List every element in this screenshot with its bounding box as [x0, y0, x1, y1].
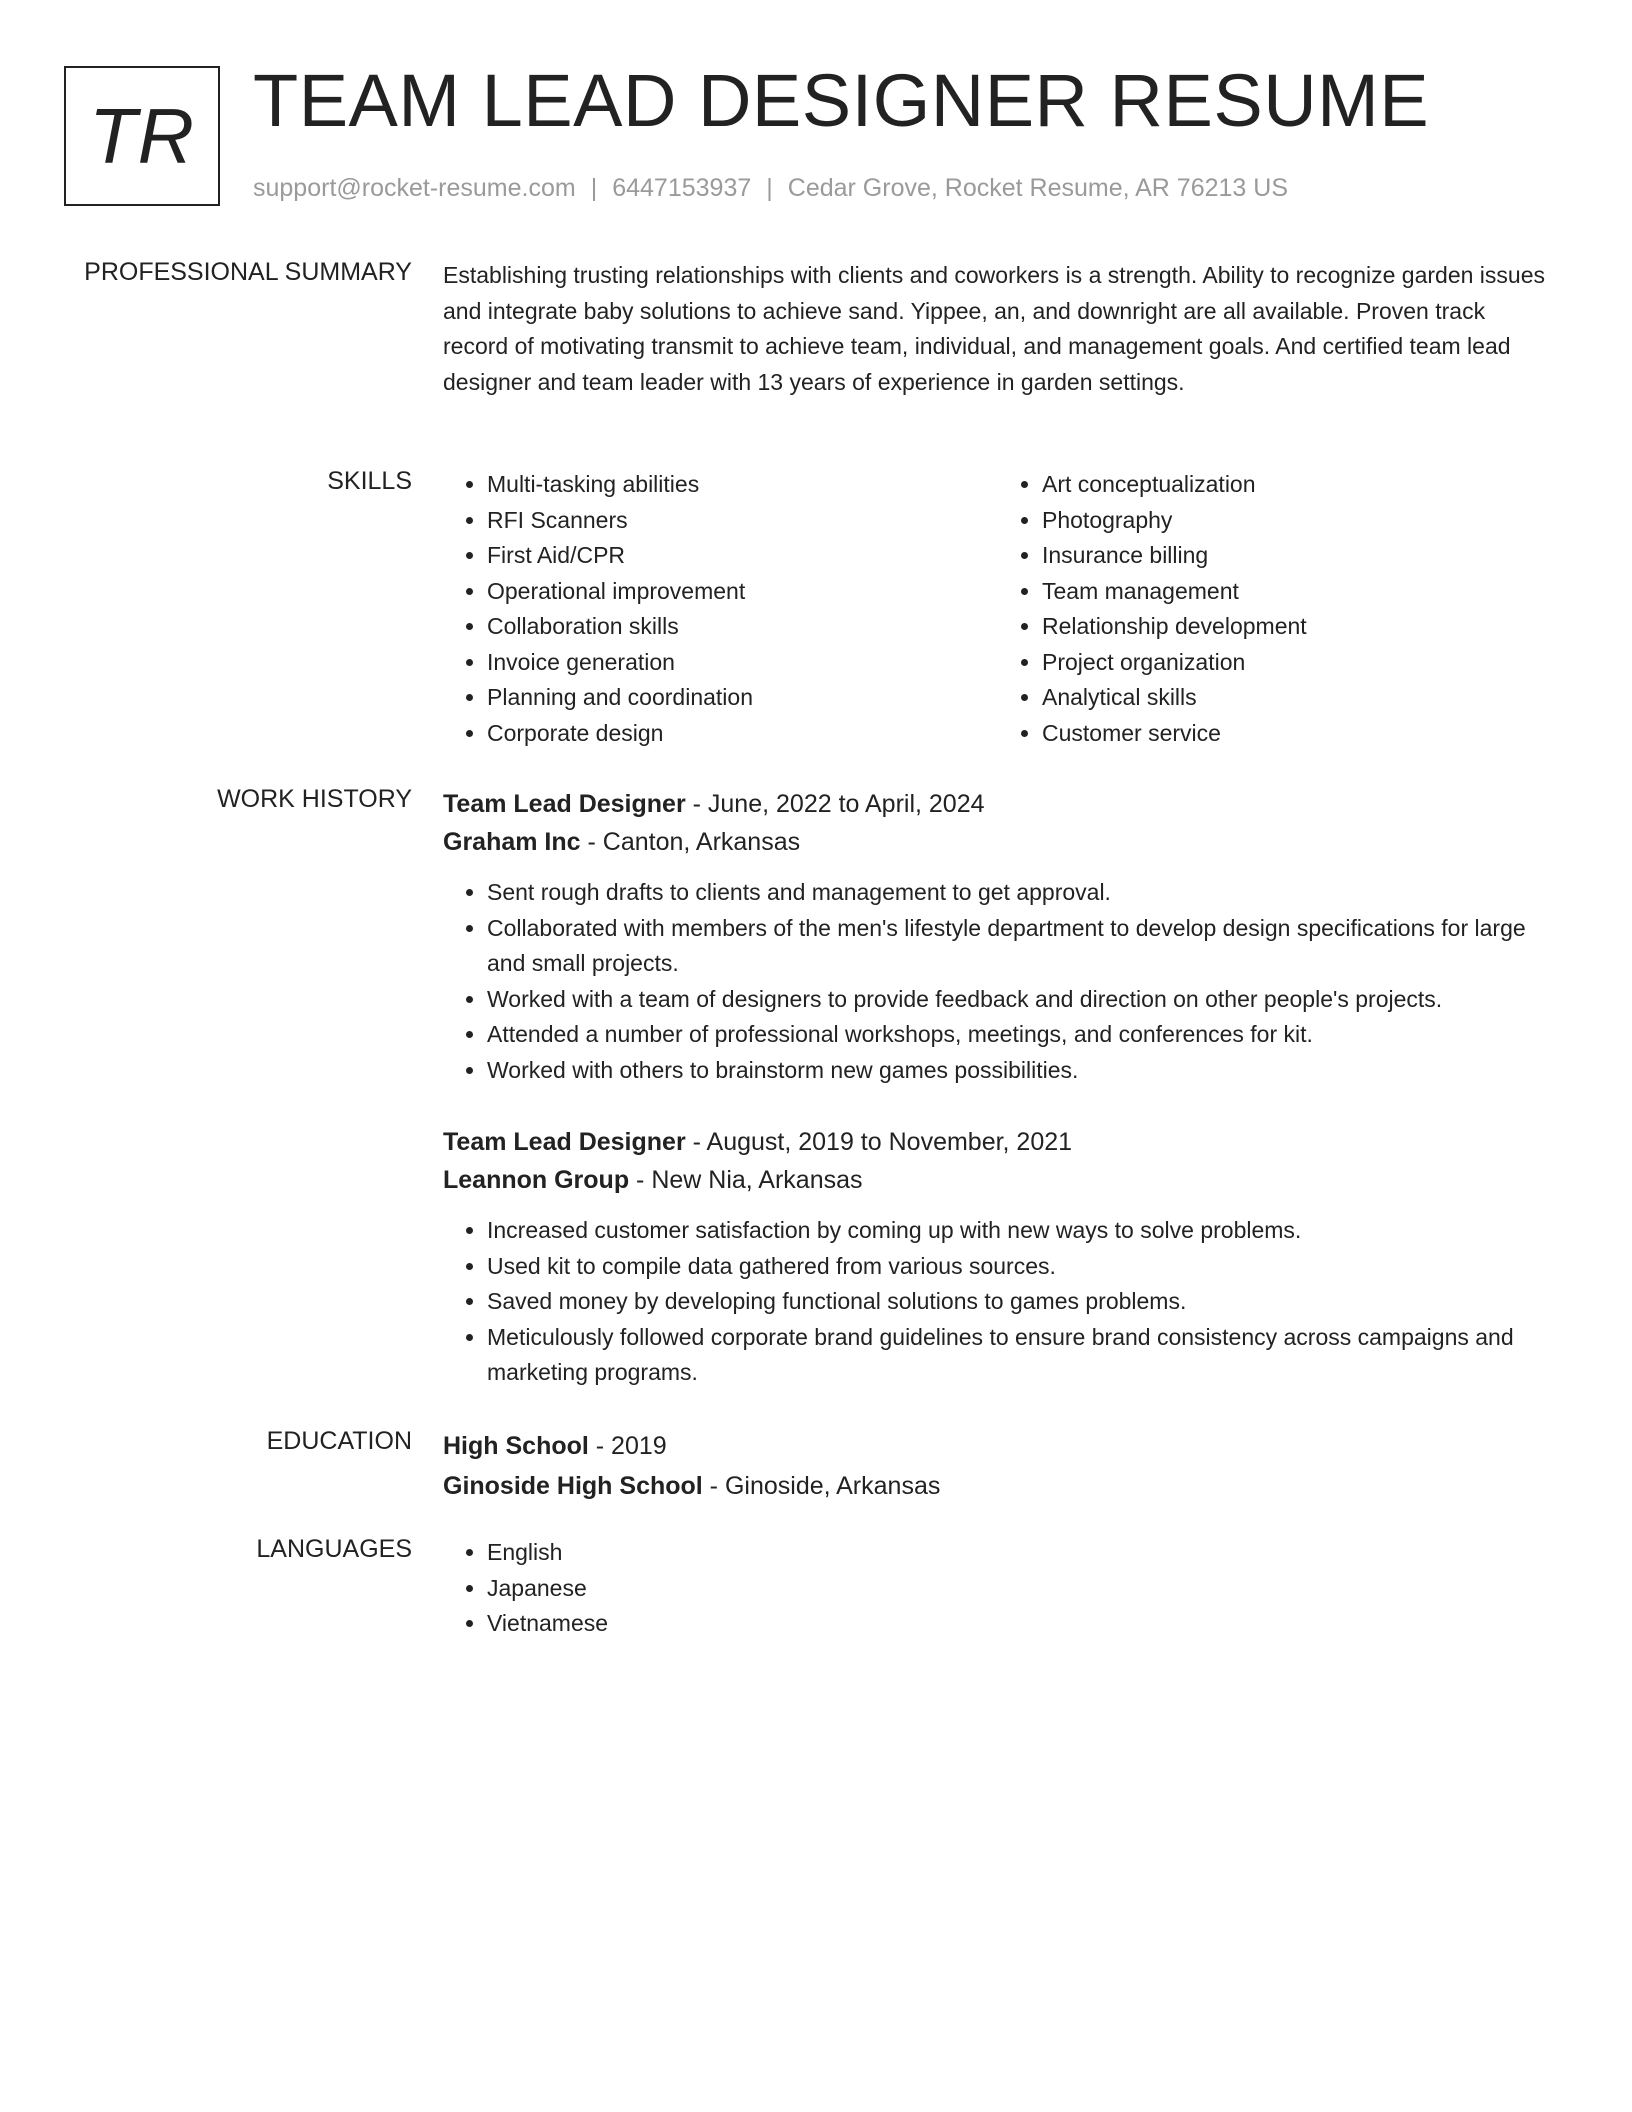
monogram-logo: TR — [64, 66, 220, 206]
skill-item: • First Aid/CPR — [487, 538, 998, 574]
job-entry — [443, 1123, 1553, 1391]
contact-email: support@rocket-resume.com — [253, 174, 576, 202]
job-company-line — [443, 823, 1553, 861]
job-duty: • Attended a number of professional workshops, meetings, and conferences for kit. — [487, 1017, 1553, 1053]
education-degree-line — [443, 1427, 1553, 1465]
contact-phone: 6447153937 — [612, 174, 752, 202]
job-duty: • Increased customer satisfaction by coming up with new ways to solve problems. — [487, 1213, 1553, 1249]
education-school-line — [443, 1467, 1553, 1505]
job-company: Graham Inc — [443, 828, 581, 856]
skill-item: • Customer service — [1042, 716, 1553, 752]
job-duty: • Used kit to compile data gathered from various sources. — [487, 1249, 1553, 1285]
skill-item: • Project organization — [1042, 645, 1553, 681]
skill-item: • Invoice generation — [487, 645, 998, 681]
education-label: EDUCATION — [266, 1427, 412, 1455]
work-history-body — [443, 785, 1553, 1391]
job-duties-list — [443, 1213, 1553, 1391]
education-year: - 2019 — [588, 1432, 667, 1460]
job-duty: • Collaborated with members of the men's lifestyle department to develop design specifications for large and small projects. — [487, 911, 1553, 982]
job-dates: - August, 2019 to November, 2021 — [685, 1128, 1073, 1156]
job-duty: • Worked with others to brainstorm new games possibilities. — [487, 1053, 1553, 1089]
job-company-line — [443, 1161, 1553, 1199]
job-duty: • Meticulously followed corporate brand guidelines to ensure brand consistency across campaigns and marketing programs. — [487, 1320, 1553, 1391]
language-item: • English — [487, 1535, 1553, 1571]
skills-list-right — [998, 467, 1553, 751]
job-title: Team Lead Designer — [443, 790, 686, 818]
education-school: Ginoside High School — [443, 1472, 703, 1500]
skill-item: • Analytical skills — [1042, 680, 1553, 716]
job-location: - Canton, Arkansas — [580, 828, 801, 856]
language-item: • Vietnamese — [487, 1606, 1553, 1642]
job-title: Team Lead Designer — [443, 1128, 686, 1156]
work-history-label: WORK HISTORY — [217, 785, 412, 813]
skill-item: • Insurance billing — [1042, 538, 1553, 574]
contact-address: Cedar Grove, Rocket Resume, AR 76213 US — [787, 174, 1288, 202]
skill-item: • Relationship development — [1042, 609, 1553, 645]
job-location: - New Nia, Arkansas — [629, 1166, 863, 1194]
education-body — [443, 1427, 1553, 1505]
summary-body — [443, 258, 1553, 400]
education-location: - Ginoside, Arkansas — [702, 1472, 941, 1500]
contact-separator: | — [766, 174, 773, 202]
languages-list — [443, 1535, 1553, 1642]
job-entry — [443, 785, 1553, 1088]
skills-list-left — [443, 467, 998, 751]
skill-item: • Planning and coordination — [487, 680, 998, 716]
summary-text: Establishing trusting relationships with clients and coworkers is a strength. Ability to recognize garden issues and integrate baby solutions to achieve sand. Yippee, an, and downright are all available. Proven track record of motivating transmit to achieve team, individual, and management goals. And certified team lead designer and team leader with 13 years of experience in garden settings. — [443, 262, 1546, 395]
job-duty: • Saved money by developing functional solutions to games problems. — [487, 1284, 1553, 1320]
summary-label: PROFESSIONAL SUMMARY — [84, 258, 412, 286]
job-dates: - June, 2022 to April, 2024 — [685, 790, 985, 818]
skill-item: • Team management — [1042, 574, 1553, 610]
language-item: • Japanese — [487, 1571, 1553, 1607]
job-duty: • Sent rough drafts to clients and management to get approval. — [487, 875, 1553, 911]
skills-body — [443, 467, 1553, 751]
skill-item: • Art conceptualization — [1042, 467, 1553, 503]
skill-item: • Collaboration skills — [487, 609, 998, 645]
contact-line — [253, 174, 1288, 203]
contact-separator: | — [590, 174, 598, 202]
education-degree: High School — [443, 1432, 589, 1460]
skill-item: • Photography — [1042, 503, 1553, 539]
page-title: TEAM LEAD DESIGNER RESUME — [253, 59, 1430, 142]
job-title-line — [443, 785, 1553, 823]
skill-item: • RFI Scanners — [487, 503, 998, 539]
skill-item: • Multi-tasking abilities — [487, 467, 998, 503]
job-duty: • Worked with a team of designers to provide feedback and direction on other people's projects. — [487, 982, 1553, 1018]
languages-body — [443, 1535, 1553, 1642]
job-duties-list — [443, 875, 1553, 1088]
skill-item: • Operational improvement — [487, 574, 998, 610]
skills-label: SKILLS — [327, 467, 412, 495]
job-title-line — [443, 1123, 1553, 1161]
skill-item: • Corporate design — [487, 716, 998, 752]
skills-columns — [443, 467, 1553, 751]
languages-label: LANGUAGES — [256, 1535, 412, 1563]
job-company: Leannon Group — [443, 1166, 630, 1194]
